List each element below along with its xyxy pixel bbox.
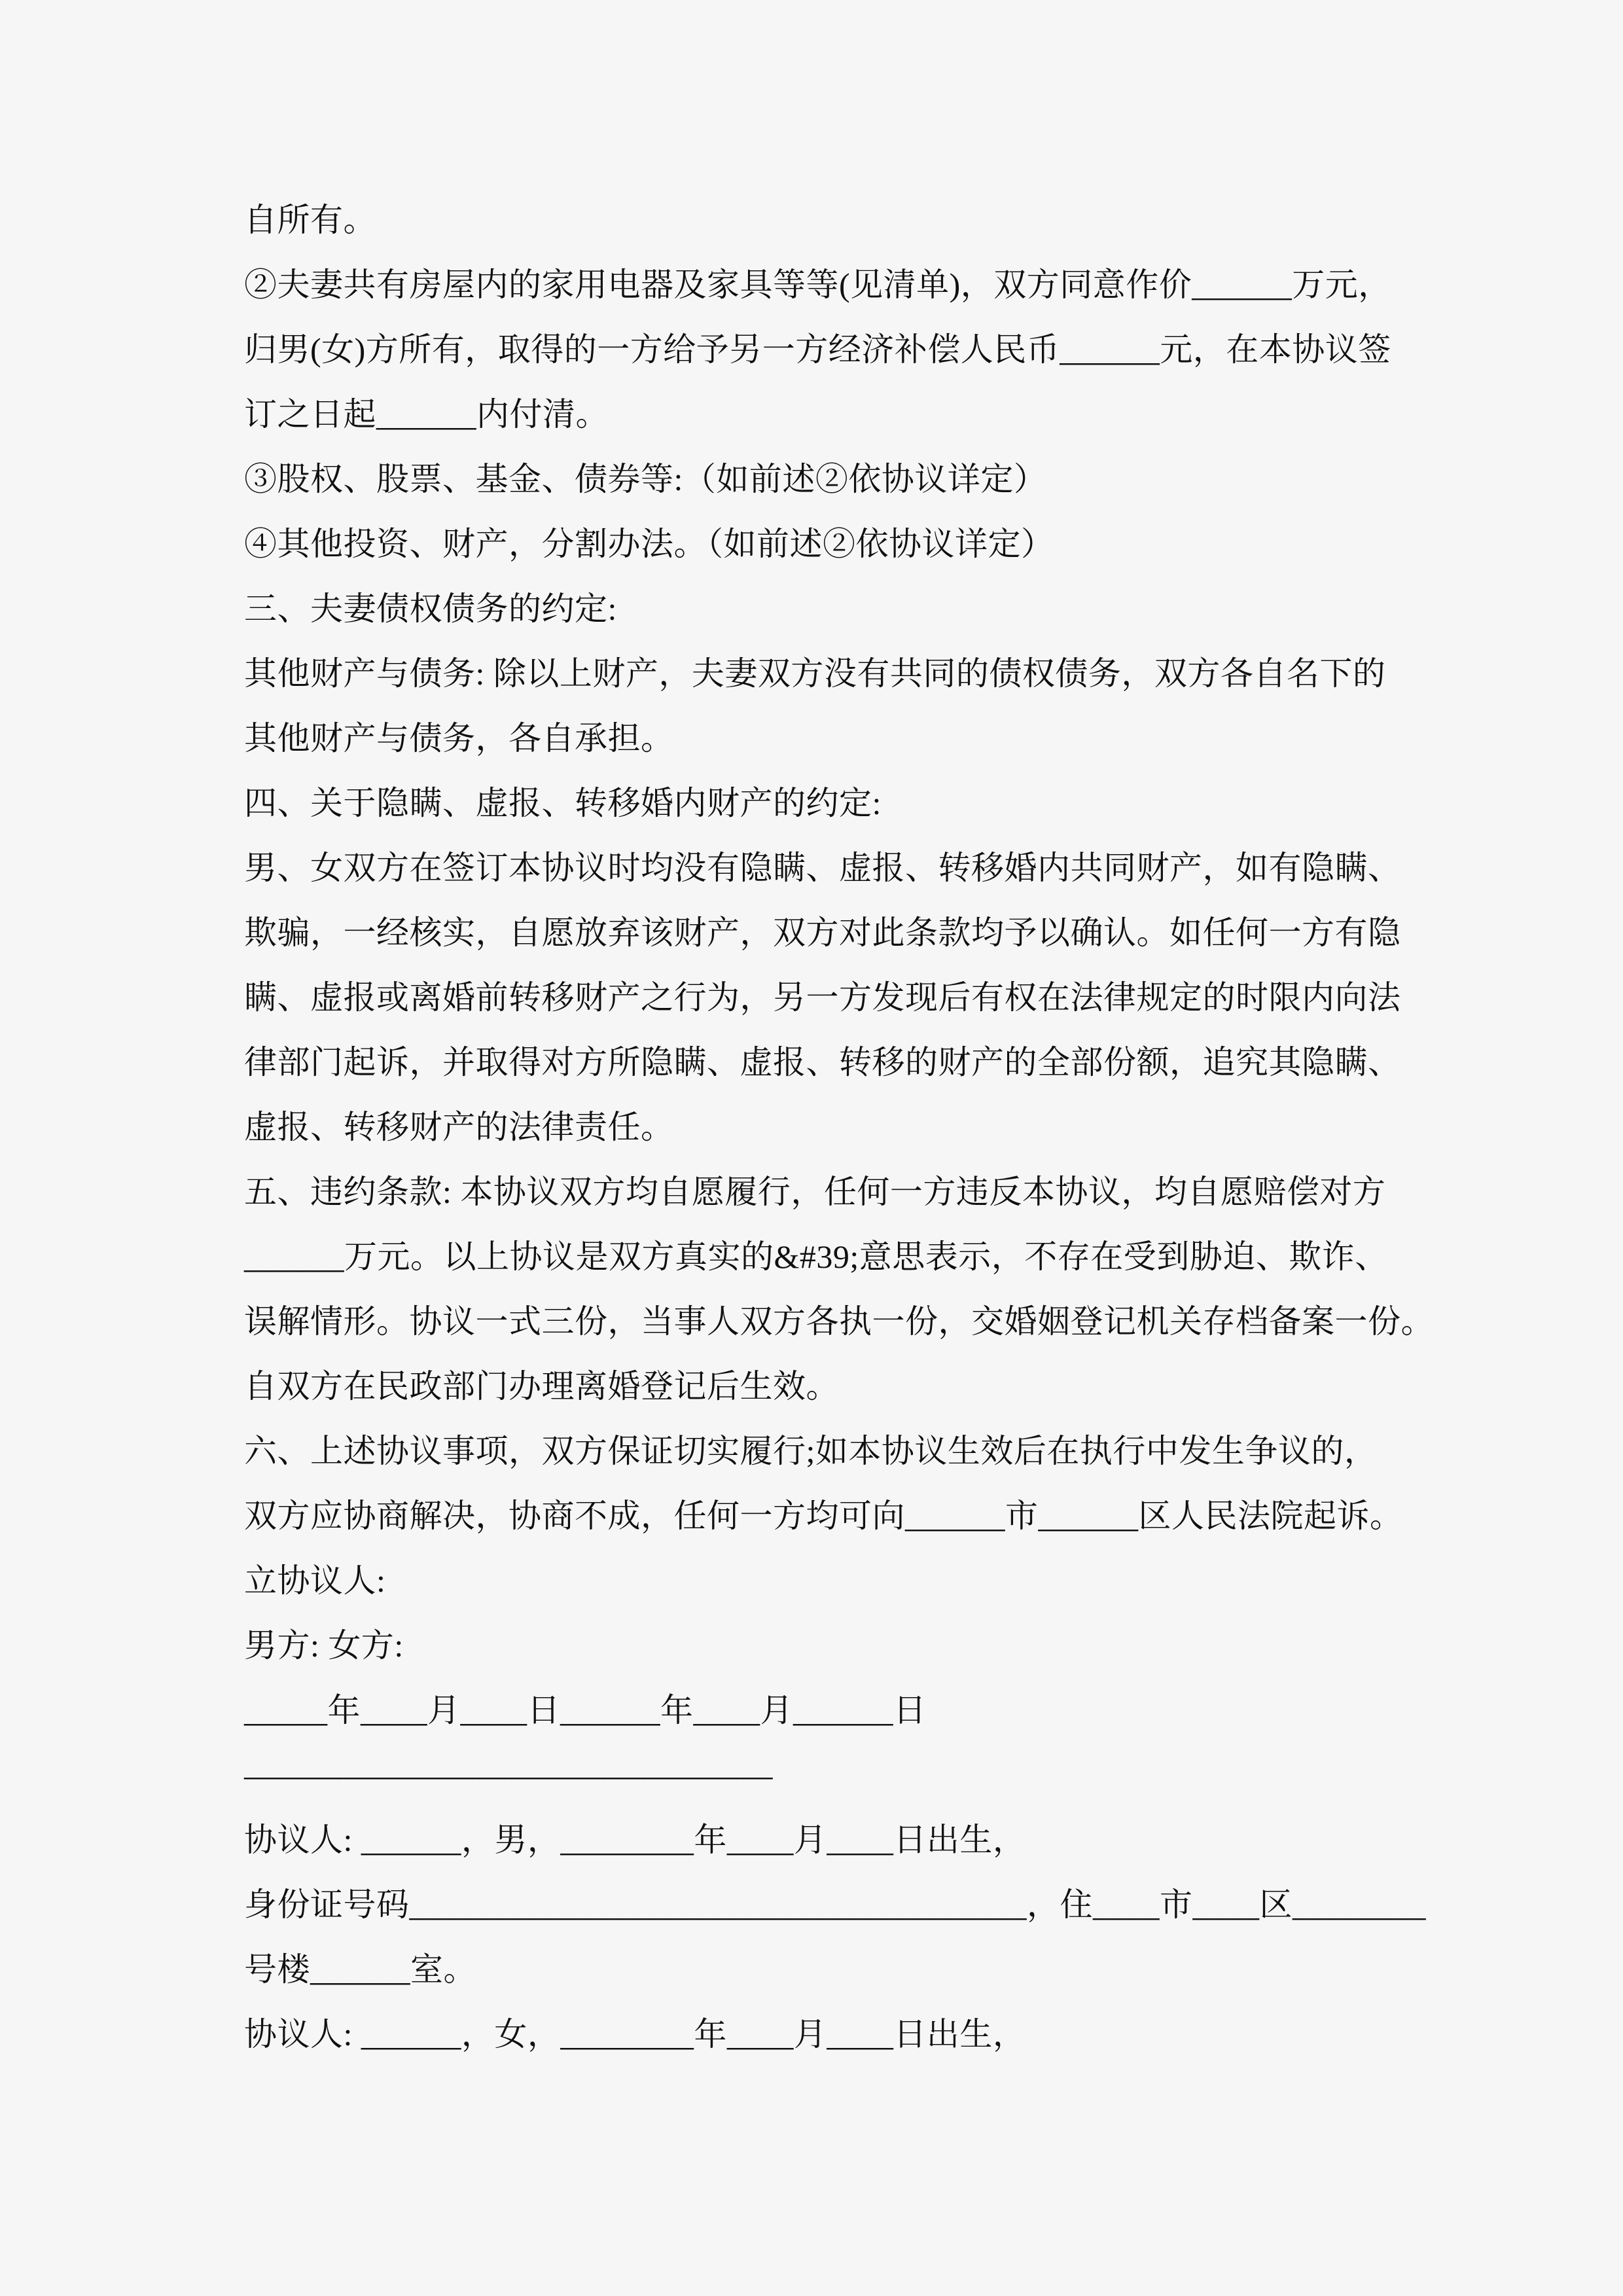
text-line: ②夫妻共有房屋内的家用电器及家具等等(见清单)，双方同意作价______万元， (244, 266, 1391, 303)
text-line: 双方应协商解决，协商不成，任何一方均可向______市______区人民法院起诉。 (244, 1498, 1403, 1534)
text-line: _____年____月____日______年____月______日 (244, 1692, 927, 1729)
text-line: ③股权、股票、基金、债券等:（如前述②依协议详定） (244, 461, 1047, 497)
text-line: 自双方在民政部门办理离婚登记后生效。 (244, 1368, 839, 1405)
text-line: 误解情形。协议一式三份，当事人双方各执一份，交婚姻登记机关存档备案一份。 (244, 1303, 1434, 1340)
text-line: 身份证号码_____________________________________，住____市____区________ (244, 1886, 1426, 1923)
text-line: 四、关于隐瞒、虚报、转移婚内财产的约定: (244, 785, 882, 821)
text-line: 立协议人: (244, 1562, 386, 1599)
text-line: 欺骗，一经核实，自愿放弃该财产，双方对此条款均予以确认。如任何一方有隐 (244, 914, 1401, 951)
text-line: ———————————————— (244, 1757, 773, 1793)
text-line: 归男(女)方所有，取得的一方给予另一方经济补偿人民币______元，在本协议签 (244, 331, 1391, 368)
text-line: ④其他投资、财产，分割办法。（如前述②依协议详定） (244, 526, 1054, 562)
document-body (244, 188, 1434, 2067)
text-line: 号楼______室。 (244, 1951, 476, 1988)
text-line: 协议人: ______，男，________年____月____日出生， (244, 1821, 1026, 1858)
text-line: 瞒、虚报或离婚前转移财产之行为，另一方发现后有权在法律规定的时限内向法 (244, 979, 1401, 1016)
text-line: ______万元。以上协议是双方真实的&#39;意思表示，不存在受到胁迫、欺诈、 (244, 1238, 1388, 1275)
text-line: 六、上述协议事项，双方保证切实履行;如本协议生效后在执行中发生争议的， (244, 1433, 1378, 1469)
text-line: 协议人: ______，女，________年____月____日出生， (244, 2016, 1026, 2053)
text-line: 其他财产与债务: 除以上财产，夫妻双方没有共同的债权债务，双方各自名下的 (244, 655, 1386, 692)
text-line: 律部门起诉，并取得对方所隐瞒、虚报、转移的财产的全部份额，追究其隐瞒、 (244, 1044, 1401, 1081)
text-line: 虚报、转移财产的法律责任。 (244, 1109, 674, 1145)
text-line: 五、违约条款: 本协议双方均自愿履行，任何一方违反本协议，均自愿赔偿对方 (244, 1174, 1386, 1210)
text-line: 男、女双方在签订本协议时均没有隐瞒、虚报、转移婚内共同财产，如有隐瞒、 (244, 850, 1401, 886)
text-line: 其他财产与债务，各自承担。 (244, 720, 674, 757)
text-line: 男方: 女方: (244, 1627, 404, 1664)
text-line: 自所有。 (244, 202, 376, 238)
text-line: 三、夫妻债权债务的约定: (244, 590, 617, 627)
text-line: 订之日起______内付清。 (244, 396, 609, 433)
